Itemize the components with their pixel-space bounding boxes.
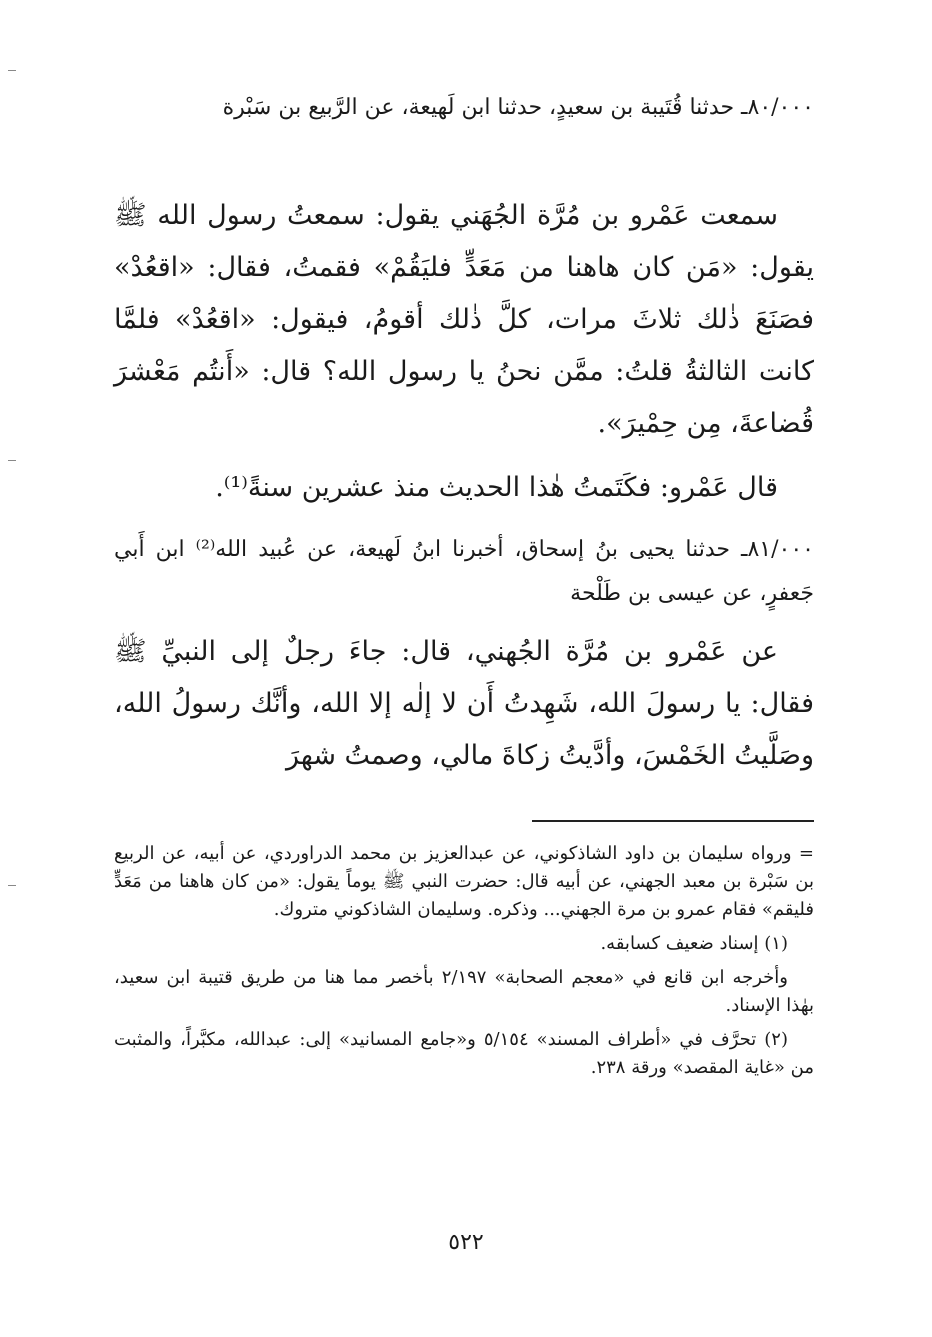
page-number: ٥٢٢	[448, 1230, 484, 1255]
footnote-continuation: = ورواه سليمان بن داود الشاذكوني، عن عبدالعزيز بن محمد الدراوردي، عن أبيه، عن الربيع بن سَبْرة بن معبد الجهني، عن أبيه قال: حضرت النبي ﷺ يوماً يقول: «من كان هاهنا من مَعَدٍّ فليقم» فقام عمرو بن مرة الجهني... وذكره. وسليمان الشاذكوني متروك.	[114, 843, 814, 920]
margin-mark	[8, 460, 16, 461]
hadith-80-matn: سمعت عَمْرو بن مُرَّة الجُهَني يقول: سمعتُ رسول الله ﷺ يقول: «مَن كان هاهنا من مَعَدٍّ فليَقُمْ» فقمتُ، فقال: «اقعُدْ» فصَنَعَ ذٰلك ثلاثَ مرات، كلَّ ذٰلك أقومُ، فيقول: «اقعُدْ» فلمَّا كانت الثالثةُ قلتُ: ممَّن نحنُ يا رسول الله؟ قال: «أَنتُم مَعْشرَ قُضاعةَ، مِن حِمْيرَ».	[114, 200, 814, 439]
margin-mark	[8, 70, 16, 71]
margin-mark	[8, 885, 16, 886]
footnote-1-extra: وأخرجه ابن قانع في «معجم الصحابة» ٢/١٩٧ بأخصر مما هنا من طريق قتيبة ابن سعيد، بهٰذا الإسناد.	[114, 967, 814, 1016]
footnotes	[114, 840, 814, 1088]
footnote-2: (٢) تحرَّف في «أطراف المسند» ٥/١٥٤ و«جامع المسانيد» إلى: عبدالله، مكبَّراً، والمثبت من «غاية المقصد» ورقة ٢٣٨.	[114, 1029, 814, 1078]
footnote-divider	[532, 820, 814, 822]
hadith-80-heading: ٨٠/٠٠٠ـ حدثنا قُتَيبة بن سعيدٍ، حدثنا ابن لَهيعة، عن الرَّبيع بن سَبْرة	[222, 95, 814, 120]
hadith-81-matn: عن عَمْرو بن مُرَّة الجُهني، قال: جاءَ رجلٌ إلى النبيِّ ﷺ فقال: يا رسولَ الله، شَهِدتُ أَن لا إلٰه إلا الله، وأنَّك رسولُ الله، وصَلَّيتُ الخَمْسَ، وأدَّيتُ زكاةَ مالي، وصمتُ شهرَ	[114, 636, 814, 771]
footnote-1: (١) إسناد ضعيف كسابقه.	[600, 933, 788, 954]
hadith-81-heading: ٨١/٠٠٠ـ حدثنا يحيى بنُ إسحاق، أخبرنا ابنُ لَهيعة، عن عُبيد الله⁽²⁾ ابن أَبي جَعفرٍ، عن عيسى بن طَلْحة	[114, 537, 814, 606]
hadith-80-closing: قال عَمْرو: فكَتَمتُ هٰذا الحديث منذ عشرين سنةً⁽¹⁾.	[215, 472, 778, 503]
